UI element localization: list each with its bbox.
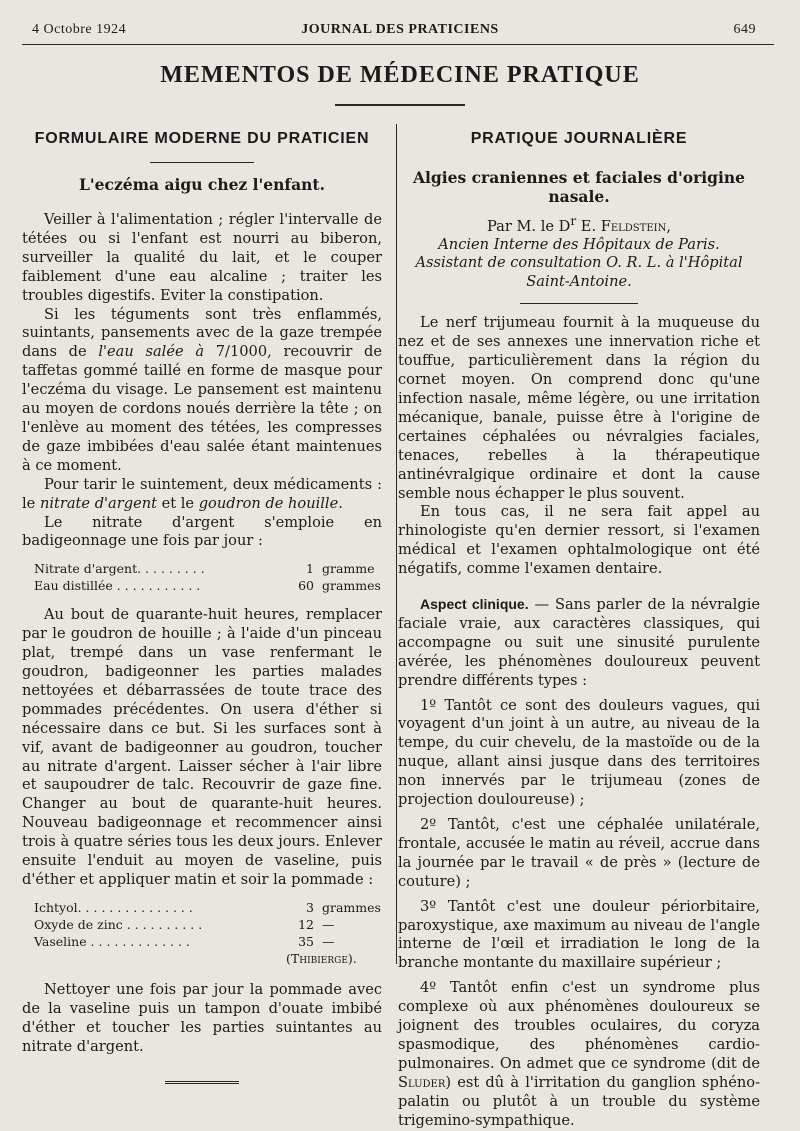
journal-name: JOURNAL DES PRATICIENS [301, 22, 499, 37]
formula-quantity: 1 [306, 561, 314, 577]
formula-silver-nitrate [34, 560, 382, 594]
formula-ingredient: Eau distillée . . . . . . . . . . . [34, 578, 201, 594]
item4-start: 4º Tantôt enfin c'est un syndrome plus complexe où aux phénomènes douloureux se joignent des troubles oculaires, du coryza spasmodique, des phénomènes cardio-pulmonaires. On admet que ce syndrome (dit de [398, 979, 760, 1072]
left-paragraph-1: Veiller à l'alimentation ; régler l'intervalle de tétées ou si l'enfant est nourri au biberon, surveiller la qualité du lait, et le couper faiblement d'une eau alcaline ; traiter les troubles digestifs. Eviter la constipation. [22, 211, 382, 304]
running-head [0, 22, 800, 40]
formula-quantity: 35 [298, 933, 314, 949]
list-item-3: 3º Tantôt c'est une douleur périorbitaire, paroxystique, axe maximum au niveau de l'angle interne de l'œil et irradiation le long de la branche montante du maxillaire supérieur ; [398, 897, 760, 972]
formula-unit: — [322, 933, 335, 949]
aspect-clinique-label: Aspect clinique. [420, 596, 529, 613]
article-end-rule [165, 1081, 239, 1084]
formula-ingredient: Nitrate d'argent. . . . . . . . . [34, 561, 205, 577]
formula-row [34, 899, 382, 916]
left-p2-italic: l'eau salée à [98, 343, 205, 361]
left-p3-end: . [338, 494, 343, 512]
formula-row [34, 560, 382, 577]
title-rule [335, 104, 465, 106]
formula-quantity: 12 [298, 916, 314, 932]
formula-unit: grammes [322, 899, 381, 915]
left-paragraph-5: Au bout de quarante-huit heures, remplacer par le goudron de houille ; à l'aide d'un pinceau plat, trempé dans un vase renfermant le goudron, badigeonner les parties malades nettoyées et débarrassées de toute trace des pommades précédentes. On usera d'éther si nécessaire dans ce but. Si les surfaces sont à vif, avant de badigeonner au goudron, toucher au nitrate d'argent. Laisser sécher à l'air libre et saupoudrer de talc. Recouvrir de gaze fine. Changer au bout de quarante-huit heures. Nouveau badigeonnage et recommencer ainsi trois à quatre séries tous les deux jours. Enlever ensuite l'enduit au moyen de vaseline, puis d'éther et appliquer matin et soir la pommade : [22, 606, 382, 888]
formula-quantity: 60 [298, 578, 314, 594]
sluder-name: Sluder [398, 1073, 446, 1091]
left-paragraph-2 [22, 306, 382, 476]
left-section-title: FORMULAIRE MODERNE DU PRATICIEN [34, 130, 370, 147]
main-title: MEMENTOS DE MÉDECINE PRATIQUE [160, 62, 640, 88]
formula-quantity: 3 [306, 899, 314, 915]
left-paragraph-3 [22, 476, 382, 514]
column-divider [396, 124, 397, 964]
right-article-title: Algies craniennes et faciales d'origine nasale. [412, 168, 746, 206]
left-p3-italic-2: goudron de houille [198, 494, 339, 512]
left-column [22, 128, 382, 1084]
formula-ingredient: Vaseline . . . . . . . . . . . . . [34, 933, 190, 949]
left-p2-start: Si les téguments sont très enflammés, suintants, pansements avec de la gaze trempée dans de [22, 305, 382, 361]
aspect-clinique-paragraph [398, 595, 760, 691]
formula-ingredient: Oxyde de zinc . . . . . . . . . . [34, 916, 203, 932]
list-item-2: 2º Tantôt, c'est une céphalée unilatérale, frontale, accusée le matin au réveil, accrue dans la journée par le travail « de près » (lecture de couture) ; [398, 816, 760, 890]
author-byline [398, 212, 760, 236]
left-p2-end: 7/1000, recouvrir de taffetas gommé taillé en forme de masque pour l'eczéma du visage. Le pansement est maintenu au moyen de cordons noués derrière la tête ; on l'enlève au moment des tétées, les compresses de gaze imbibées d'eau salée étant maintenues à ce moment. [22, 343, 382, 474]
author-affiliation-1: Ancien Interne des Hôpitaux de Paris. [438, 235, 720, 253]
formula-unit: — [322, 916, 335, 932]
formula-ingredient: Ichtyol. . . . . . . . . . . . . . . [34, 899, 193, 915]
formula-row [34, 577, 382, 594]
byline-rule [520, 303, 638, 304]
right-section-title: PRATIQUE JOURNALIÈRE [470, 130, 688, 147]
formula-ointment [34, 899, 382, 967]
left-p3-start: Pour tarir le suintement, deux médicaments : le [22, 475, 382, 512]
formula-unit: grammes [322, 578, 381, 594]
author-affiliation-2: Assistant de consultation O. R. L. à l'Hôpital Saint-Antoine. [415, 254, 743, 290]
left-p3-italic-1: nitrate d'argent [39, 494, 157, 512]
formula-credit: (Thibierge). [286, 950, 357, 966]
right-column [398, 128, 760, 1131]
left-paragraph-4: Le nitrate d'argent s'emploie en badigeonnage une fois par jour : [22, 513, 382, 550]
formula-row [34, 933, 382, 950]
author-name: E. Feldstein, [580, 217, 671, 235]
right-paragraph-2: En tous cas, il ne sera fait appel au rhinologiste qu'en dernier ressort, si l'examen médical et l'examen ophtalmologique ont été négatifs, comme l'examen dentaire. [398, 503, 760, 578]
page-number: 649 [733, 22, 756, 37]
left-p3-mid: et le [156, 494, 199, 512]
left-article-title: L'eczéma aigu chez l'enfant. [79, 175, 325, 194]
aspect-clinique-text: — Sans parler de la névralgie faciale vraie, aux caractères classiques, qui accompagne ou suit une sinusité purulente avérée, les phénomènes douloureux peuvent prendre différents types : [398, 596, 760, 689]
list-item-1: 1º Tantôt ce sont des douleurs vagues, qui voyagent d'un joint à un autre, au niveau de la tempe, du cuir chevelu, de la mastoïde ou de la nuque, allant ainsi jusque dans des territoires non innervés par le trijumeau (zones de projection douloureuse) ; [398, 696, 760, 809]
left-paragraph-6: Nettoyer une fois par jour la pommade avec de la vaseline puis un tampon d'ouate imbibé d'éther et toucher les parties suintantes au nitrate d'argent. [22, 980, 382, 1055]
list-item-4 [398, 979, 760, 1130]
item4-end: ) est dû à l'irritation du ganglion sphéno-palatin ou plutôt à un trouble du système trigemino-sympathique. [398, 1073, 760, 1129]
left-section-rule [150, 162, 254, 163]
header-rule [22, 44, 774, 45]
issue-date: 4 Octobre 1924 [32, 22, 127, 37]
right-paragraph-1: Le nerf trijumeau fournit à la muqueuse du nez et de ses annexes une innervation riche et touffue, particulièrement dans la région du cornet moyen. On comprend donc qu'une infection nasale, même légère, ou une irritation mécanique, banale, puisse être à l'origine de certaines céphalées ou névralgies faciales, tenaces, rebelles à la thérapeutique antinévralgique ordinaire et dont la cause semble nous échapper le plus souvent. [398, 314, 760, 502]
formula-unit: gramme [322, 561, 375, 577]
byline-sup: r [570, 214, 577, 228]
byline-prefix: Par M. le D [487, 217, 571, 235]
formula-row [34, 916, 382, 933]
